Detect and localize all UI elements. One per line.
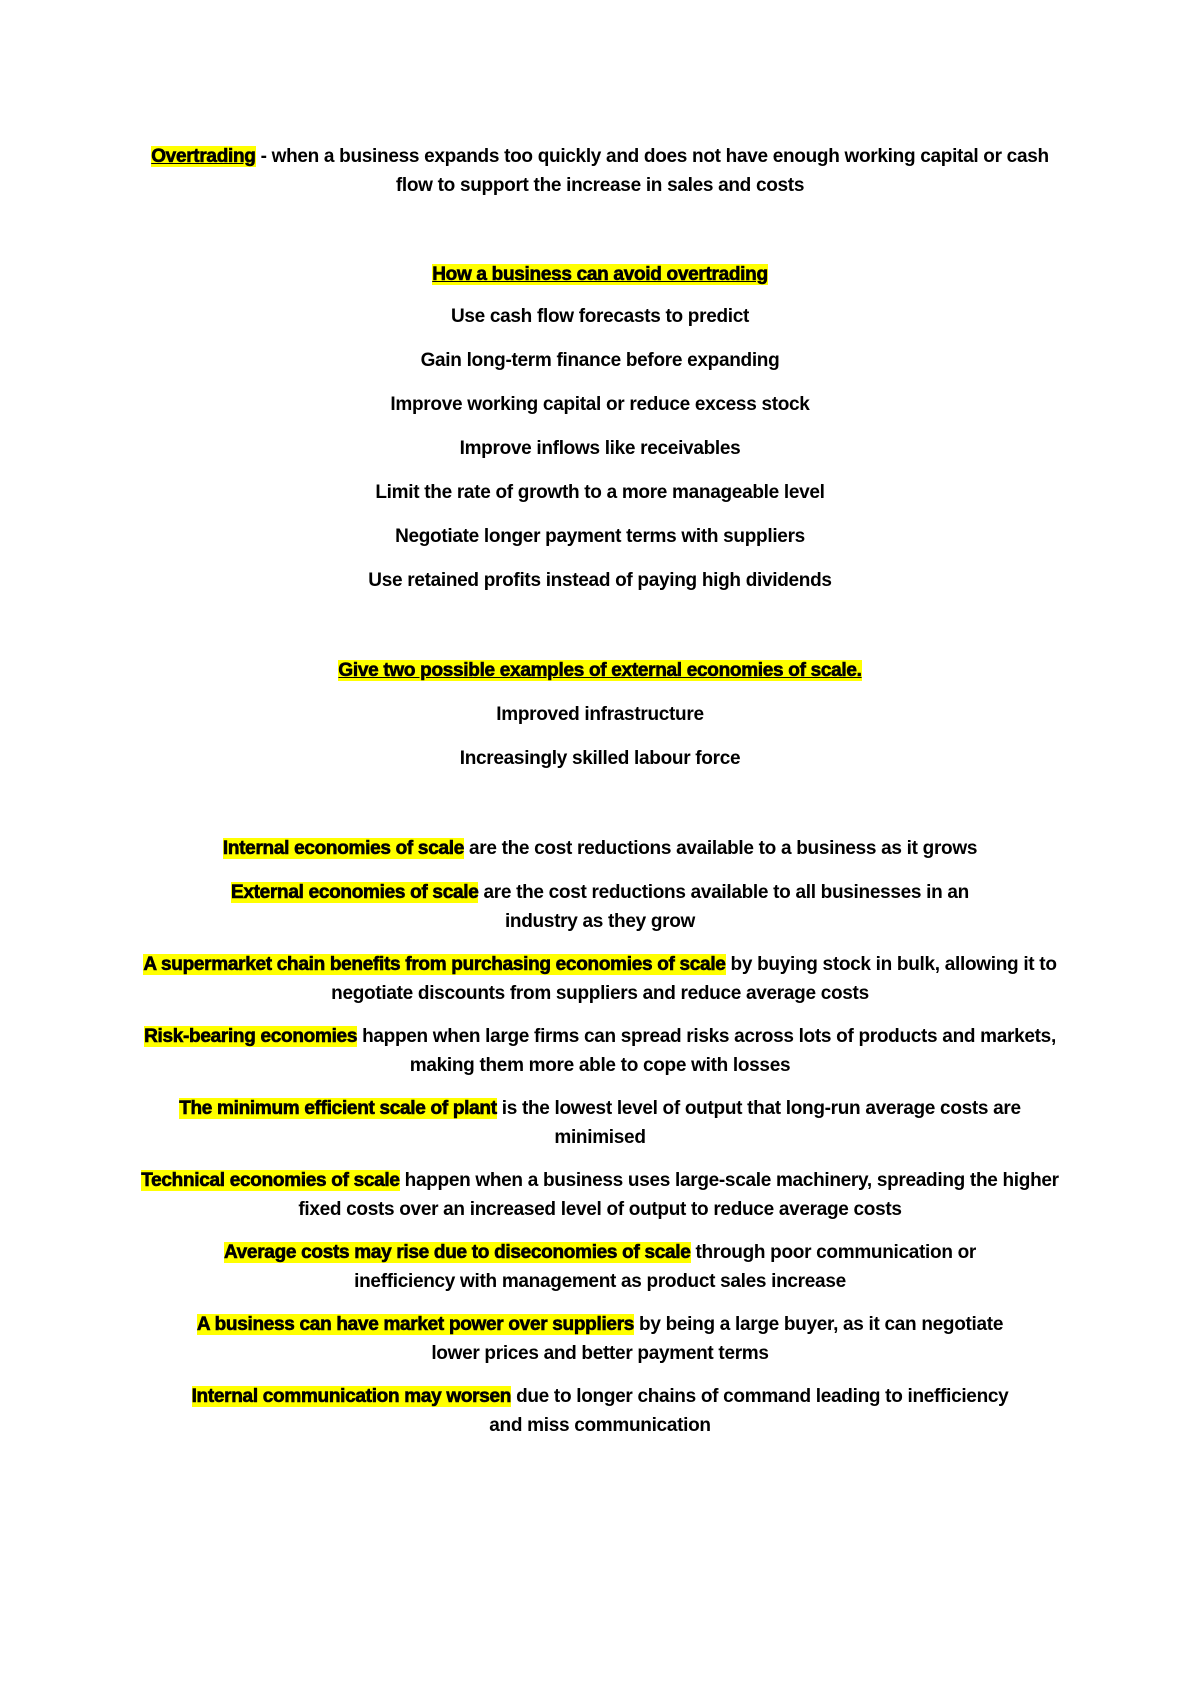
definition-term: The minimum efficient scale of plant bbox=[179, 1098, 497, 1119]
overtrading-definition bbox=[140, 142, 1060, 200]
overtrading-term: Overtrading bbox=[151, 146, 256, 167]
list-item: Improve working capital or reduce excess stock bbox=[390, 394, 810, 415]
definition-item bbox=[140, 1310, 1060, 1368]
list-item: Increasingly skilled labour force bbox=[459, 748, 741, 769]
examples-heading bbox=[140, 656, 1060, 685]
definition-term: A business can have market power over suppliers bbox=[196, 1314, 635, 1335]
definition-term: Risk-bearing economies bbox=[144, 1026, 358, 1047]
overtrading-text: - when a business expands too quickly and does not have enough working capital or cash flow to support the increase in sales and costs bbox=[255, 146, 1049, 196]
examples-heading-text: Give two possible examples of external economies of scale. bbox=[338, 660, 862, 681]
definition-term: Technical economies of scale bbox=[141, 1170, 400, 1191]
list-item: Use retained profits instead of paying high dividends bbox=[368, 570, 832, 591]
definition-item bbox=[140, 950, 1060, 1008]
definition-item bbox=[140, 1022, 1060, 1080]
avoid-heading-text: How a business can avoid overtrading bbox=[432, 264, 768, 285]
definition-item bbox=[140, 834, 1060, 863]
definition-term: Internal communication may worsen bbox=[191, 1386, 512, 1407]
document-page bbox=[140, 0, 1060, 1696]
definition-item bbox=[140, 1238, 1060, 1296]
list-item: Gain long-term finance before expanding bbox=[420, 350, 780, 371]
definition-text: happen when a business uses large-scale machinery, spreading the higher fixed costs over an increased level of output to reduce average costs bbox=[298, 1170, 1059, 1220]
definition-text: is the lowest level of output that long-run average costs are minimised bbox=[496, 1098, 1021, 1148]
definition-term: Average costs may rise due to diseconomies of scale bbox=[223, 1242, 691, 1263]
list-item: Limit the rate of growth to a more manageable level bbox=[375, 482, 825, 503]
list-item: Use cash flow forecasts to predict bbox=[450, 306, 750, 327]
definition-text: are the cost reductions available to a business as it grows bbox=[463, 838, 978, 859]
definition-text: by buying stock in bulk, allowing it to negotiate discounts from suppliers and reduce average costs bbox=[331, 954, 1057, 1004]
definition-term: External economies of scale bbox=[231, 882, 479, 903]
definition-text: happen when large firms can spread risks across lots of products and markets, making them more able to cope with losses bbox=[357, 1026, 1056, 1076]
list-item: Improved infrastructure bbox=[496, 704, 704, 725]
avoid-heading bbox=[140, 260, 1060, 289]
definition-term: A supermarket chain benefits from purchasing economies of scale bbox=[143, 954, 726, 975]
definition-term: Internal economies of scale bbox=[222, 838, 464, 859]
definition-item bbox=[140, 878, 1060, 936]
definition-text: are the cost reductions available to all businesses in an industry as they grow bbox=[478, 882, 969, 932]
definition-item bbox=[140, 1166, 1060, 1224]
list-item: Improve inflows like receivables bbox=[459, 438, 741, 459]
definition-text: through poor communication or inefficiency with management as product sales increase bbox=[354, 1242, 977, 1292]
definition-text: by being a large buyer, as it can negotiate lower prices and better payment terms bbox=[431, 1314, 1004, 1364]
definition-item bbox=[140, 1094, 1060, 1152]
definition-text: due to longer chains of command leading to inefficiency and miss communication bbox=[489, 1386, 1009, 1436]
definition-item bbox=[140, 1382, 1060, 1440]
list-item: Negotiate longer payment terms with suppliers bbox=[395, 526, 805, 547]
